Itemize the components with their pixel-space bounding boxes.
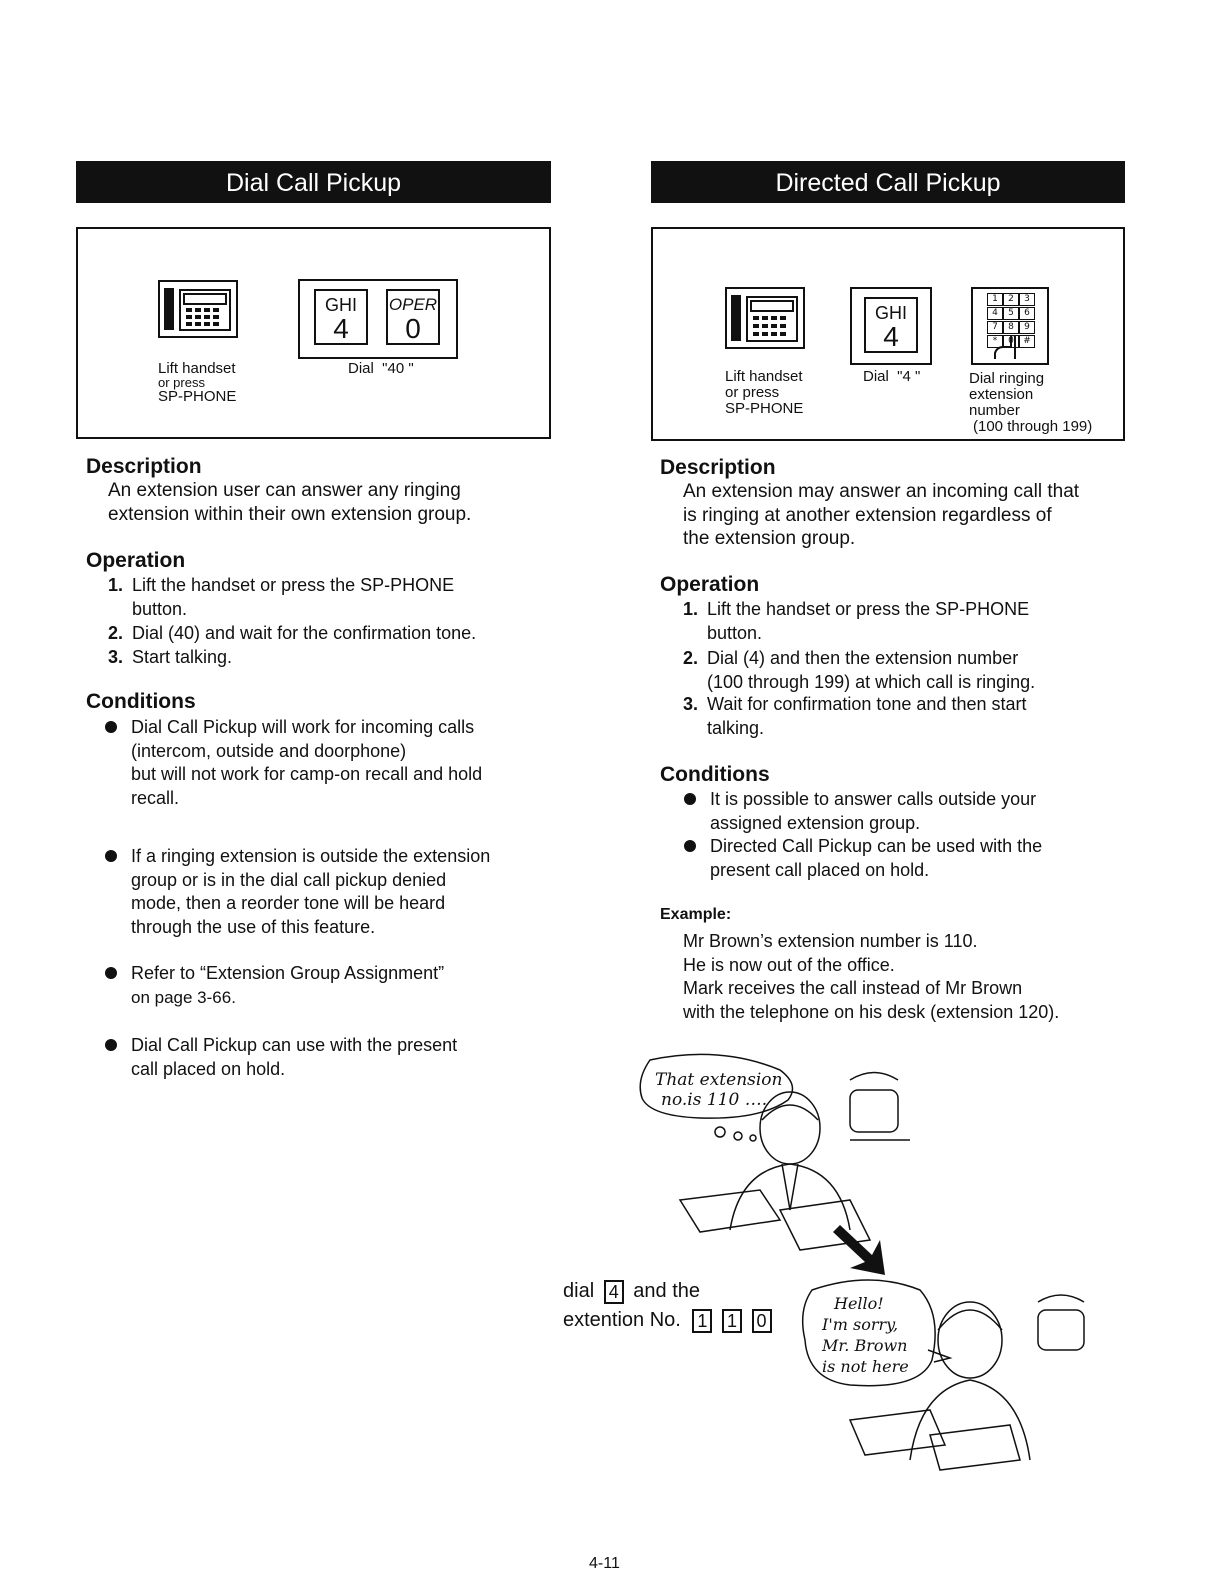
bullet-icon bbox=[105, 967, 117, 979]
text-line: (intercom, outside and doorphone) bbox=[131, 740, 407, 761]
caption-line: SP-PHONE bbox=[158, 388, 237, 405]
caption-line: or press bbox=[725, 384, 780, 401]
text-line: Lift the handset or press the SP-PHONE bbox=[707, 599, 1030, 619]
text-line: An extension user can answer any ringing bbox=[108, 480, 461, 501]
key-label-top: GHI bbox=[324, 295, 357, 315]
text-line: on page 3-66. bbox=[131, 987, 236, 1007]
keypad-frame bbox=[971, 287, 1049, 365]
text-line: but will not work for camp-on recall and hold bbox=[131, 764, 483, 784]
left-banner bbox=[76, 161, 551, 203]
telephone-icon bbox=[158, 280, 238, 338]
finger-icon bbox=[993, 335, 1033, 361]
desk-lower-icon bbox=[850, 1410, 1020, 1470]
text-line: talking. bbox=[707, 718, 765, 738]
text-line: If a ringing extension is outside the extension bbox=[131, 846, 491, 866]
text-line: extension within their own extension group. bbox=[108, 503, 472, 525]
key-label-big: 4 bbox=[333, 313, 349, 344]
bullet-icon bbox=[105, 721, 117, 733]
text-line: button. bbox=[707, 623, 763, 643]
left-operation-heading: Operation bbox=[86, 549, 186, 572]
key-4-ghi bbox=[314, 289, 368, 345]
right-condition-1 bbox=[684, 788, 1124, 835]
text-line: I'm sorry, bbox=[822, 1315, 899, 1334]
key-label-top: GHI bbox=[874, 303, 907, 323]
text-line: Refer to “Extension Group Assignment” bbox=[131, 963, 445, 983]
text-line: through the use of this feature. bbox=[131, 916, 376, 937]
extension-instruction bbox=[563, 1306, 772, 1334]
bullet-icon bbox=[684, 840, 696, 852]
step-number: 1. bbox=[108, 575, 124, 595]
left-conditions-heading: Conditions bbox=[86, 690, 196, 713]
text-line: dial bbox=[563, 1280, 595, 1302]
text-line: call placed on hold. bbox=[131, 1058, 286, 1079]
keypad-key: # bbox=[1019, 335, 1035, 348]
keypad-key: 3 bbox=[1019, 293, 1035, 306]
dial-key-frame bbox=[850, 287, 932, 365]
caption-line: or press bbox=[158, 375, 205, 390]
text-line: with the telephone on his desk (extension 120). bbox=[683, 1001, 1060, 1022]
right-banner-title: Directed Call Pickup bbox=[775, 169, 1001, 197]
bullet-icon bbox=[105, 850, 117, 862]
right-operation-heading: Operation bbox=[660, 573, 760, 596]
text-line: the extension group. bbox=[683, 528, 856, 549]
key-1-icon: 1 bbox=[722, 1309, 742, 1333]
step-number: 2. bbox=[683, 648, 699, 668]
left-operation-step-3 bbox=[108, 645, 232, 669]
text-line: He is now out of the office. bbox=[683, 954, 895, 975]
desk-icon bbox=[680, 1190, 870, 1250]
text-line: Dial Call Pickup can use with the present bbox=[131, 1035, 458, 1055]
dial-40-caption: Dial "40 " bbox=[348, 360, 414, 377]
example-heading: Example: bbox=[660, 906, 732, 923]
text-line: Wait for confirmation tone and then start bbox=[707, 694, 1027, 714]
caption-line: extension bbox=[969, 386, 1034, 403]
caption-line: Lift handset bbox=[158, 360, 236, 377]
telephone-icon bbox=[725, 287, 805, 349]
step-number: 1. bbox=[683, 599, 699, 619]
right-operation-step-2 bbox=[683, 646, 1035, 694]
text-line: is not here bbox=[822, 1357, 909, 1376]
desk-phone-icon bbox=[850, 1073, 910, 1141]
text-line: An extension may answer an incoming call that bbox=[683, 481, 1080, 502]
right-description bbox=[683, 480, 1079, 551]
text-line: and the bbox=[633, 1280, 700, 1302]
left-condition-1 bbox=[105, 716, 555, 810]
keypad-key: 1 bbox=[987, 293, 1003, 306]
right-banner bbox=[651, 161, 1125, 203]
text-line: Dial (40) and wait for the confirmation tone. bbox=[132, 623, 477, 643]
left-description-heading: Description bbox=[86, 455, 202, 478]
left-figure-box bbox=[76, 227, 551, 439]
step-number: 3. bbox=[108, 647, 124, 667]
keypad-key: 7 bbox=[987, 321, 1003, 334]
text-line: Directed Call Pickup can be used with the bbox=[710, 836, 1043, 856]
dial-ringing-caption bbox=[969, 371, 1092, 435]
left-condition-3 bbox=[105, 962, 555, 1009]
caption-line: number bbox=[969, 402, 1020, 419]
woman-icon bbox=[910, 1302, 1030, 1460]
text-line: extention No. bbox=[563, 1309, 681, 1331]
keypad-key: 6 bbox=[1019, 307, 1035, 320]
text-line: present call placed on hold. bbox=[710, 859, 930, 880]
keypad-key: 0 bbox=[1003, 335, 1019, 348]
right-description-heading: Description bbox=[660, 456, 776, 479]
key-4-ghi bbox=[864, 297, 918, 353]
example-text bbox=[683, 930, 1059, 1024]
dial-keys-frame bbox=[298, 279, 458, 359]
text-line: group or is in the dial call pickup denied bbox=[131, 869, 447, 890]
speech-bubble-text bbox=[822, 1293, 909, 1377]
left-banner-title: Dial Call Pickup bbox=[225, 169, 402, 197]
bullet-icon bbox=[105, 1039, 117, 1051]
left-description bbox=[108, 479, 471, 526]
step-number: 3. bbox=[683, 694, 699, 714]
text-line: no.is 110 …. bbox=[661, 1090, 768, 1110]
text-line: is ringing at another extension regardless of bbox=[683, 504, 1052, 526]
text-line: assigned extension group. bbox=[710, 812, 921, 833]
text-line: Hello! bbox=[834, 1294, 884, 1313]
telephone-right-icon bbox=[1038, 1295, 1084, 1350]
page-number: 4-11 bbox=[589, 1555, 620, 1572]
text-line: Mr. Brown bbox=[822, 1336, 908, 1355]
keypad-key: 4 bbox=[987, 307, 1003, 320]
thought-bubble-text bbox=[655, 1070, 783, 1110]
keypad-key: 2 bbox=[1003, 293, 1019, 306]
left-operation-step-2 bbox=[108, 621, 476, 645]
caption-line: (100 through 199) bbox=[973, 418, 1093, 435]
text-line: Lift the handset or press the SP-PHONE bbox=[132, 575, 455, 595]
left-condition-2 bbox=[105, 845, 555, 939]
key-4-icon: 4 bbox=[604, 1280, 624, 1304]
right-operation-step-3 bbox=[683, 692, 1027, 740]
keypad-key: 5 bbox=[1003, 307, 1019, 320]
lift-handset-caption bbox=[725, 369, 803, 417]
dial-4-caption: Dial "4 " bbox=[863, 368, 921, 385]
caption-line: Lift handset bbox=[725, 368, 803, 385]
key-1-icon: 1 bbox=[692, 1309, 712, 1333]
text-line: Mark receives the call instead of Mr Brown bbox=[683, 978, 1023, 998]
right-operation-step-1 bbox=[683, 597, 1029, 645]
text-line: Mr Brown’s extension number is 110. bbox=[683, 931, 978, 951]
key-label-top: OPER bbox=[388, 295, 438, 314]
text-line: mode, then a reorder tone will be heard bbox=[131, 893, 446, 913]
keypad-key: * bbox=[987, 335, 1003, 348]
text-line: button. bbox=[132, 599, 188, 619]
text-line: recall. bbox=[131, 787, 180, 808]
right-figure-box bbox=[651, 227, 1125, 441]
caption-line: SP-PHONE bbox=[725, 400, 804, 417]
keypad-key: 8 bbox=[1003, 321, 1019, 334]
lift-handset-caption bbox=[158, 361, 236, 405]
text-line: Dial Call Pickup will work for incoming calls bbox=[131, 717, 475, 737]
key-0-icon: 0 bbox=[752, 1309, 772, 1333]
caption-line: Dial ringing bbox=[969, 370, 1045, 387]
dial-instruction bbox=[563, 1277, 700, 1305]
right-condition-2 bbox=[684, 835, 1124, 882]
keypad-key: 9 bbox=[1019, 321, 1035, 334]
key-0-oper bbox=[386, 289, 440, 345]
right-conditions-heading: Conditions bbox=[660, 763, 770, 786]
text-line: That extension bbox=[655, 1070, 783, 1090]
text-line: It is possible to answer calls outside your bbox=[710, 789, 1037, 809]
left-condition-4 bbox=[105, 1034, 555, 1081]
text-line: Start talking. bbox=[132, 647, 233, 667]
step-number: 2. bbox=[108, 623, 124, 643]
office-illustration bbox=[550, 1040, 1150, 1490]
key-label-big: 4 bbox=[883, 321, 899, 352]
arrow-down-right-icon bbox=[833, 1225, 885, 1275]
bullet-icon bbox=[684, 793, 696, 805]
left-operation-step-1 bbox=[108, 573, 454, 621]
text-line: Dial (4) and then the extension number bbox=[707, 648, 1019, 668]
key-label-big: 0 bbox=[405, 313, 421, 344]
text-line: (100 through 199) at which call is ringing. bbox=[707, 672, 1036, 692]
